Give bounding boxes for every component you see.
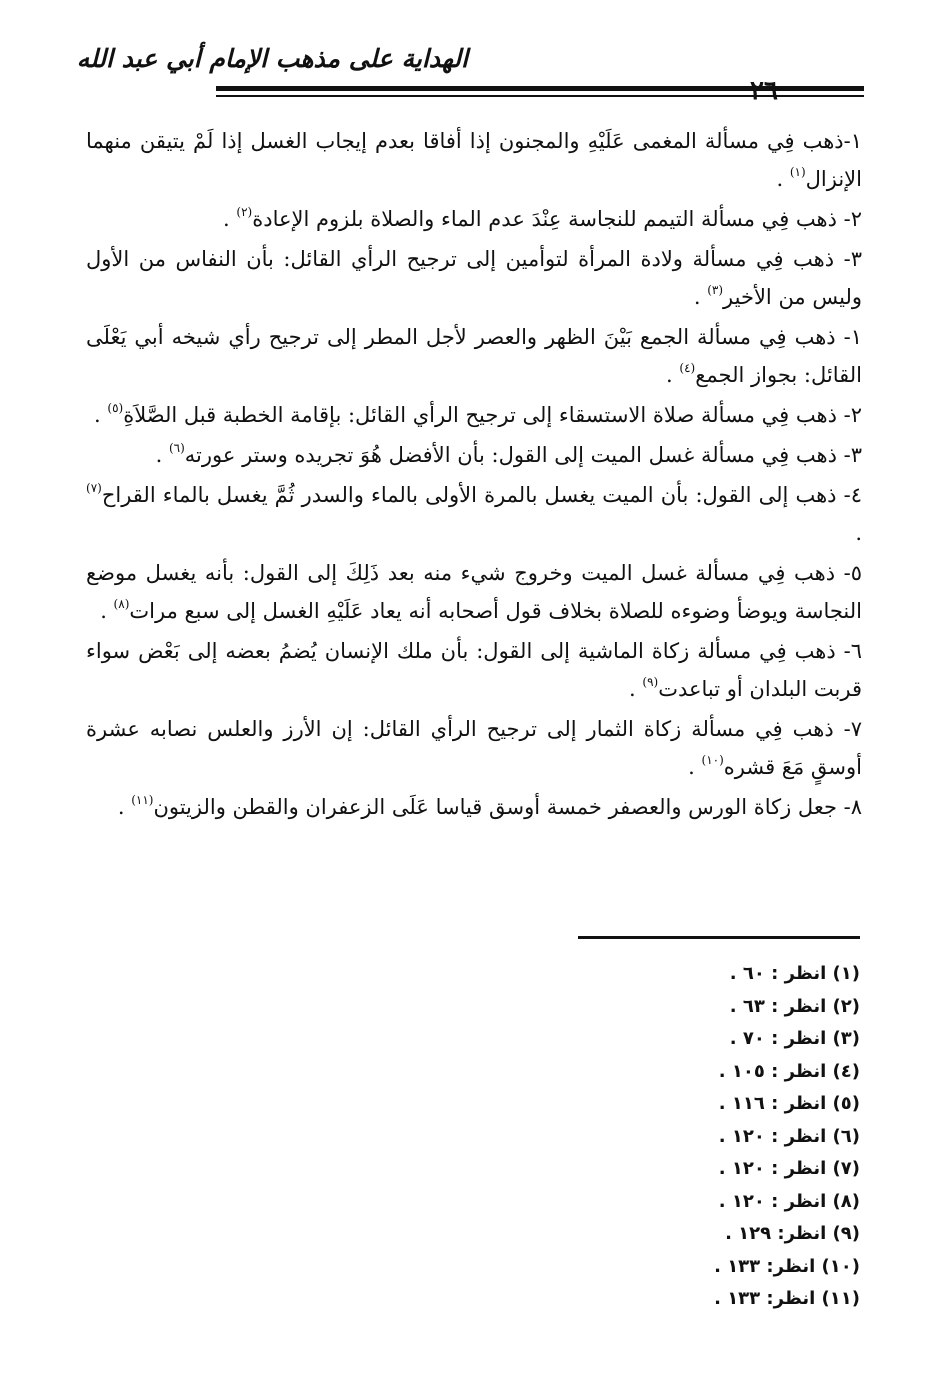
footnote-ref[interactable]: (٢) xyxy=(236,205,253,219)
footnote-ref[interactable]: (٩) xyxy=(642,675,659,689)
footnote-ref[interactable]: (١٠) xyxy=(701,753,724,767)
footnote-item: (١٠) انظر: ١٣٣ . xyxy=(714,1255,860,1277)
paragraph: ٨- جعل زكاة الورس والعصفر خمسة أوسق قياسا عَلَى الزعفران والقطن والزيتون$^{(١١)}$ . xyxy=(117,793,862,819)
footnote-item: (٤) انظر : ١٠٥ . xyxy=(718,1060,860,1082)
footnote-ref[interactable]: (٤) xyxy=(679,361,696,375)
header-rule-left-thick xyxy=(802,86,864,91)
paragraph: ٧- ذهب فِي مسألة زكاة الثمار إلى ترجيح الرأي القائل: إن الأرز والعلس نصابه عشرة أوسقٍ مَعَ قشره$^{(١٠)}$ . xyxy=(86,717,862,779)
footnote-item: (١١) انظر: ١٣٣ . xyxy=(714,1288,860,1309)
body-text xyxy=(86,122,862,828)
footnote-ref[interactable]: (٦) xyxy=(168,441,185,455)
paragraph: ٣- ذهب فِي مسألة غسل الميت إلى القول: بأن الأفضل هُوَ تجريده وستر عورته$^{(٦)}$ . xyxy=(155,441,862,467)
paragraph: ١-ذهب فِي مسألة المغمى عَلَيْهِ والمجنون إذا أفاقا بعدم إيجاب الغسل إذا لَمْ يتيقن منهما الإنزال$^{(١)}$ . xyxy=(86,129,862,191)
paragraph: ٢- ذهب فِي مسألة التيمم للنجاسة عِنْدَ عدم الماء والصلاة بلزوم الإعادة$^{(٢)}$ . xyxy=(223,205,862,231)
paragraph: ٣- ذهب فِي مسألة ولادة المرأة لتوأمين إلى ترجيح الرأي القائل: بأن النفاس من الأول وليس من الأخير$^{(٣)}$ . xyxy=(86,247,862,309)
paragraph: ٢- ذهب فِي مسألة صلاة الاستسقاء إلى ترجيح الرأي القائل: بإقامة الخطبة قبل الصَّلاَةِ$^{(٥)}$ . xyxy=(94,401,862,427)
paragraph: ١- ذهب فِي مسألة الجمع بَيْنَ الظهر والعصر لأجل المطر إلى ترجيح رأي شيخه أبي يَعْلَى القائل: بجواز الجمع$^{(٤)}$ . xyxy=(86,325,862,387)
footnote-item: (٥) انظر : ١١٦ . xyxy=(718,1093,860,1114)
footnote-item: (٨) انظر : ١٢٠ . xyxy=(718,1190,860,1212)
footnote-item: (٩) انظر: ١٢٩ . xyxy=(725,1223,860,1244)
footnote-ref[interactable]: (١١) xyxy=(131,793,154,807)
footnote-ref[interactable]: (٧) xyxy=(86,481,102,495)
footnote-item: (٦) انظر : ١٢٠ . xyxy=(718,1125,860,1147)
footnote-item: (٣) انظر : ٧٠ . xyxy=(729,1028,860,1049)
footnotes-separator xyxy=(578,936,860,939)
footnote-ref[interactable]: (١) xyxy=(789,165,806,179)
header-rule-left-thin xyxy=(802,95,864,97)
paragraph: ٤- ذهب إلى القول: بأن الميت يغسل بالمرة الأولى بالماء والسدر ثُمَّ يغسل بالماء القراح$^{(٧)}$ . xyxy=(86,481,862,545)
footnotes-list xyxy=(620,958,860,1316)
footnote-ref[interactable]: (٨) xyxy=(113,597,130,611)
paragraph: ٥- ذهب فِي مسألة غسل الميت وخروج شيء منه بعد ذَلِكَ إلى القول: بأنه يغسل موضع النجاسة ويوضأ وضوءه للصلاة بخلاف قول أصحابه أنه يعاد عَلَيْهِ الغسل إلى سبع مرات$^{(٨)}$ . xyxy=(86,561,862,623)
footnote-ref[interactable]: (٣) xyxy=(707,283,724,297)
footnote-item: (١) انظر : ٦٠ . xyxy=(729,963,860,984)
footnote-item: (٧) انظر : ١٢٠ . xyxy=(718,1158,860,1179)
paragraph: ٦- ذهب فِي مسألة زكاة الماشية إلى القول: بأن ملك الإنسان يُضمُ بعضه إلى بَعْض سواء قربت البلدان أو تباعدت$^{(٩)}$ . xyxy=(86,639,862,701)
running-title: الهداية على مذهب الإمام أبي عبد الله xyxy=(76,44,468,73)
page-number: ٢٦ xyxy=(750,76,778,106)
footnote-ref[interactable]: (٥) xyxy=(107,401,124,415)
footnote-item: (٢) انظر : ٦٣ . xyxy=(729,995,860,1017)
